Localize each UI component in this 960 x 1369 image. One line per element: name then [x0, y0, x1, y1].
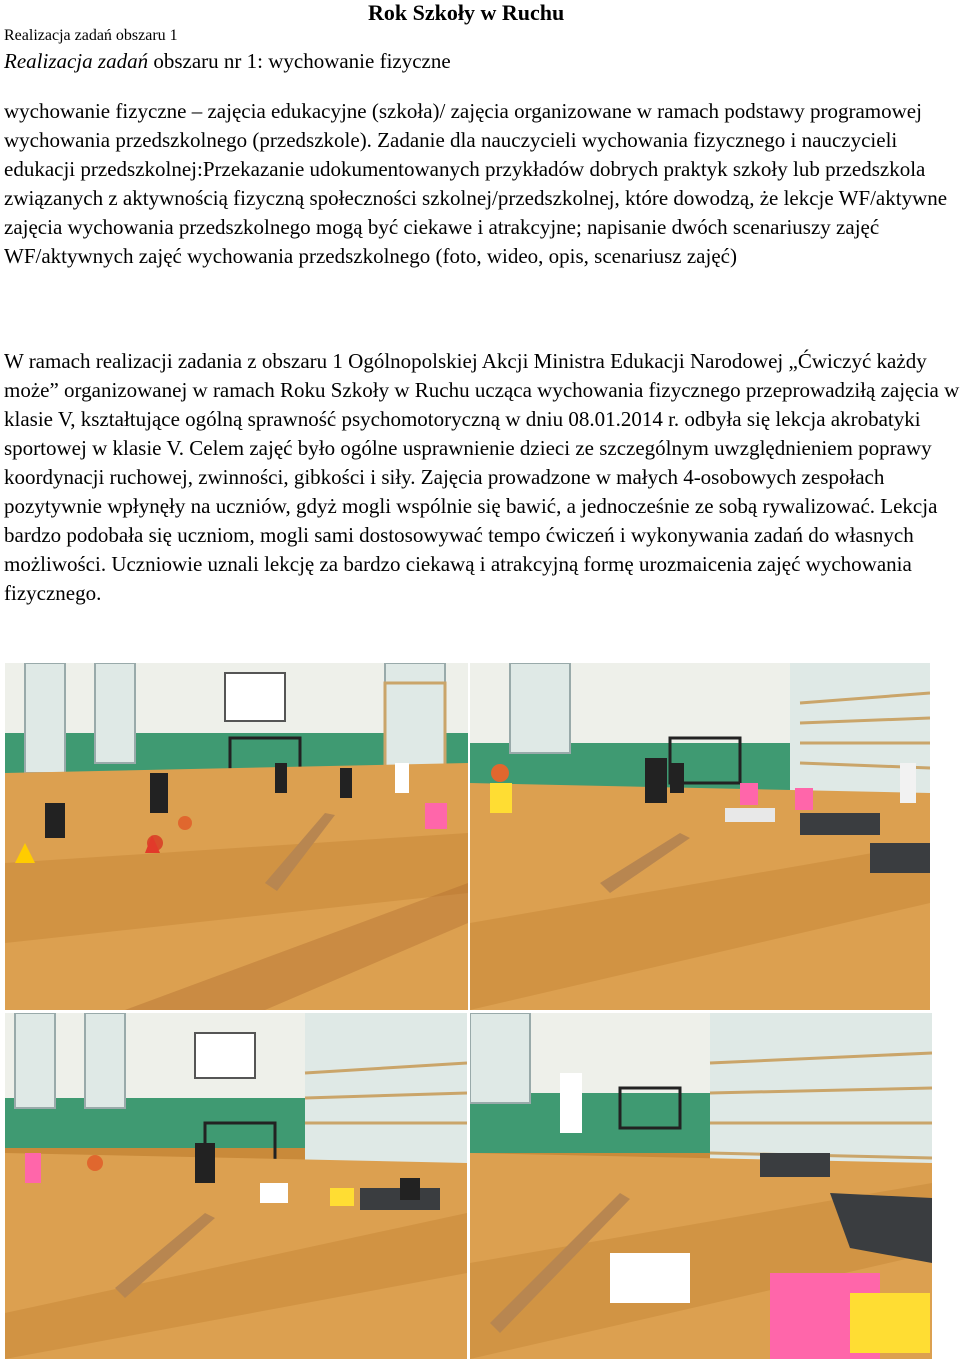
header-title: Rok Szkoły w Ruchu — [368, 0, 565, 25]
section-heading-italic: Realizacja zadań — [4, 49, 149, 73]
gym-photo-3 — [5, 1013, 467, 1359]
section-heading-rest: obszaru nr 1: wychowanie fizyczne — [148, 49, 451, 73]
section-heading — [4, 48, 451, 74]
header-caption: Realizacja zadań obszaru 1 — [4, 27, 178, 44]
lesson-report-paragraph: W ramach realizacji zadania z obszaru 1 Ogólnopolskiej Akcji Ministra Edukacji Narodowej „Ćwiczyć każdy może” organizowanej w ramach Roku Szkoły w Ruchu ucząca wychowania fizycznego przeprowadziłą zajęcia w klasie V, kształtujące ogólną sprawność psychomotoryczną w dniu 08.01.2014 r. odbyła się lekcja akrobatyki sportowej w klasie V. Celem zajęć było ogólne usprawnienie dzieci ze szczególnym uwzględnieniem poprawy koordynacji ruchowej, zwinności, gibkości i siły. Zajęcia prowadzone w małych 4-osobowych zespołach pozytywnie wpłynęły na uczniów, gdyż mogli wspólnie się bawić, a jednocześnie ze sobą rywalizować. Lekcja bardzo podobała się uczniom, mogli sami dostosowywać tempo ćwiczeń i wykonywania zadań do własnych możliwości. Uczniowie uznali lekcję za bardzo ciekawą i atrakcyjną formę urozmaicenia zajęć wychowania fizycznego. — [4, 349, 960, 605]
task-description-paragraph: wychowanie fizyczne – zajęcia edukacyjne (szkoła)/ zajęcia organizowane w ramach podstawy programowej wychowania przedszkolnego (przedszkole). Zadanie dla nauczycieli wychowania fizycznego i nauczycieli edukacji przedszkolnej:Przekazanie udokumentowanych przykładów dobrych praktyk szkoły lub przedszkola związanych z aktywnością fizyczną społeczności szkolnej/przedszkolnej, które dowodzą, że lekcje WF/aktywne zajęcia wychowania przedszkolnego mogą być ciekawe i atrakcyjne; napisanie dwóch scenariuszy zajęć WF/aktywnych zajęć wychowania przedszkolnego (foto, wideo, opis, scenariusz zajęć) — [4, 99, 948, 268]
gym-photo-2 — [470, 663, 930, 1010]
gym-photo-4 — [470, 1013, 932, 1359]
gym-photo-1 — [5, 663, 468, 1010]
